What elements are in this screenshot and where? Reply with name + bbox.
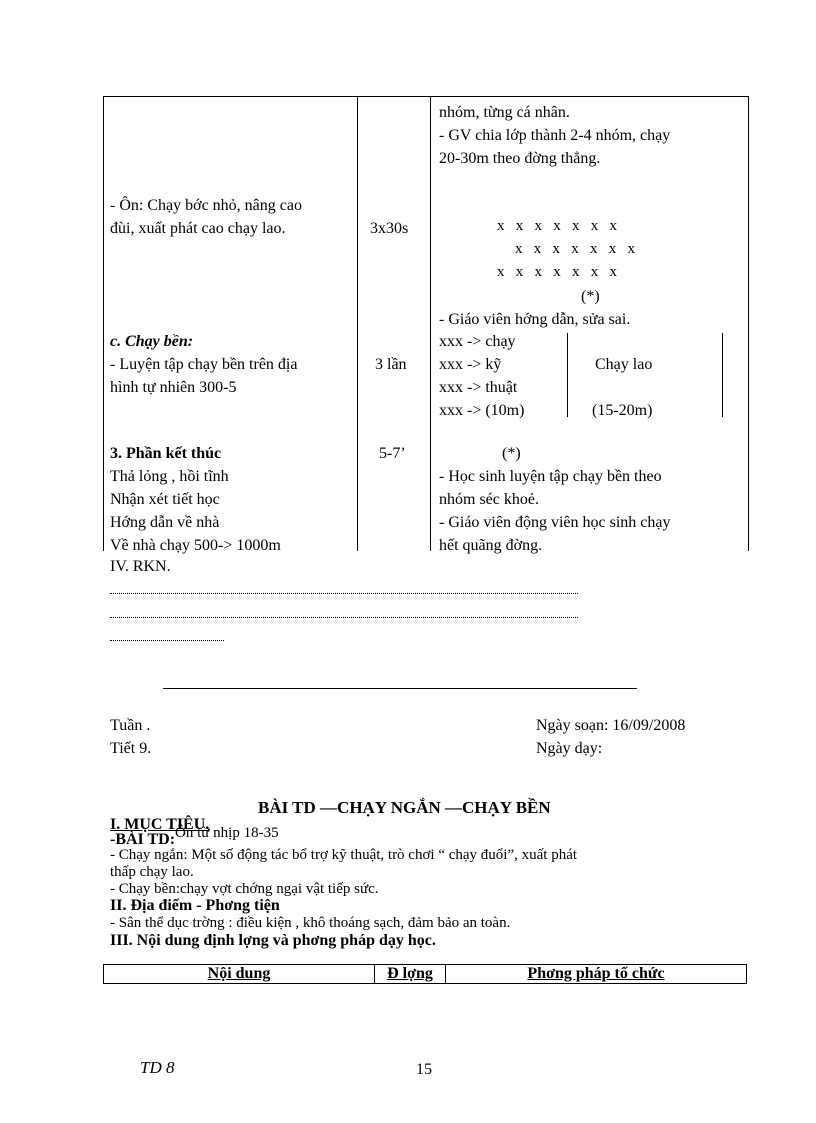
end-line: nhóm séc khoẻ. [439, 491, 539, 508]
bai-td-label: -BÀI TD: [110, 831, 176, 848]
on-amount: 3x30s [370, 220, 409, 237]
drill-right-bottom: (15-20m) [592, 402, 653, 419]
teacher-marker: (*) [581, 288, 600, 305]
drill-left: xxx -> (10m) [439, 402, 525, 419]
end-line: - Giáo viên động viên học sinh chạy [439, 514, 671, 531]
chay-ngan-line-1: - Chạy ngắn: Một số động tác bổ trợ kỹ thuật, trò chơi “ chạy đuổi”, xuất phát [110, 847, 578, 863]
end-line: - Học sinh luyện tập chạy bền theo [439, 468, 662, 485]
bai-td-text: Ôn từ nhịp 18-35 [175, 825, 279, 841]
ngay-soan: Ngày soạn: 16/09/2008 [536, 717, 686, 734]
intro-line: 20-30m theo đờng thẳng. [439, 150, 601, 167]
column-divider [430, 97, 431, 551]
dotted-line [110, 593, 578, 594]
column-divider [357, 97, 358, 551]
ket-thuc-item: Hớng dẫn về nhà [110, 514, 220, 531]
header-d-long: Đ lợng [387, 965, 433, 982]
separator [163, 688, 637, 689]
header-noi-dung: Nội dung [207, 965, 271, 982]
drill-left: xxx -> thuật [439, 379, 518, 396]
san-line: - Sân thể dục trờng : điều kiện , khô thoáng sạch, đảm bảo an toàn. [110, 915, 511, 931]
footer-left: TD 8 [140, 1058, 175, 1077]
drill-left: xxx -> kỹ [439, 356, 502, 373]
ket-thuc-item: Thả lỏng , hồi tĩnh [110, 468, 229, 485]
content-table-header [103, 964, 747, 984]
chay-ben-line-1: - Luyện tập chạy bền trên địa [110, 356, 298, 373]
drill-divider [722, 333, 723, 417]
tiet: Tiết 9. [110, 740, 152, 757]
rkn-label: IV. RKN. [110, 558, 171, 575]
intro-line: - GV chia lớp thành 2-4 nhóm, chạy [439, 127, 671, 144]
tuan: Tuần . [110, 717, 151, 734]
chay-ben-line-2: hình tự nhiên 300-5 [110, 379, 237, 396]
ket-thuc-heading: 3. Phần kết thúc [110, 445, 222, 462]
page-number: 15 [416, 1061, 432, 1078]
ket-thuc-item: Nhận xét tiết học [110, 491, 220, 508]
chay-ben-line: - Chạy bền:chạy vợt chớng ngại vật tiếp sức. [110, 881, 379, 897]
drill-right-top: Chạy lao [595, 356, 653, 373]
dotted-line [110, 617, 578, 618]
chay-ben-amount: 3 lần [375, 356, 407, 373]
on-line-2: đùi, xuất phát cao chạy lao. [110, 220, 286, 237]
formation-row: x x x x x x x [515, 241, 635, 257]
header-phuong-phap: Phơng pháp tổ chức [527, 965, 665, 982]
ket-thuc-item: Về nhà chạy 500-> 1000m [110, 537, 281, 554]
teacher-note: - Giáo viên hớng dẫn, sửa sai. [439, 311, 631, 328]
end-line: hết quãng đờng. [439, 537, 543, 554]
formation-row: x x x x x x x [497, 264, 617, 280]
dia-diem: II. Địa điểm - Phơng tiện [110, 897, 280, 914]
noi-dung-heading: III. Nội dung định lợng và phơng pháp dạy học. [110, 932, 436, 949]
chay-ngan-line-2: thấp chạy lao. [110, 864, 194, 880]
drill-left: xxx -> chạy [439, 333, 516, 350]
chay-ben-heading: c. Chạy bền: [110, 333, 194, 350]
formation-row: x x x x x x x [497, 218, 617, 234]
end-marker: (*) [502, 445, 521, 462]
lesson-title: BÀI TD —CHẠY NGẮN —CHẠY BỀN [258, 798, 551, 817]
muc-tieu: I. MỤC TIÊU. [110, 816, 210, 833]
dotted-line [110, 640, 224, 641]
intro-line: nhóm, từng cá nhân. [439, 104, 570, 121]
lesson-table [103, 96, 749, 554]
drill-divider [567, 333, 568, 417]
ket-thuc-amount: 5-7’ [379, 445, 406, 462]
on-line-1: - Ôn: Chạy bớc nhỏ, nâng cao [110, 197, 302, 214]
ngay-day: Ngày dạy: [536, 740, 603, 757]
